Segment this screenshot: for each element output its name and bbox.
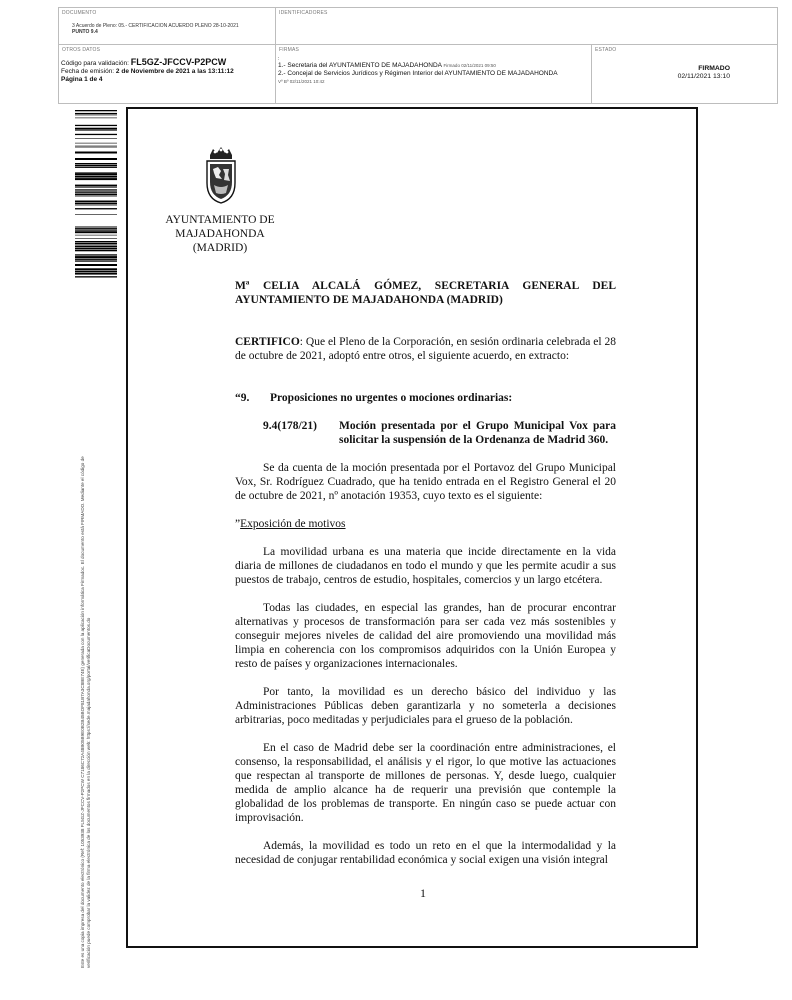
intro-paragraph: Se da cuenta de la moción presentada por el Portavoz del Grupo Municipal Vox, Sr. Rodríguez Cuadrado, que ha tenido entrada en el Registro General el 20 de octubre de 2021, nº anotación 19353, cuyo texto es el siguiente: — [235, 462, 616, 502]
otros-datos-label: OTROS DATOS — [62, 47, 101, 53]
status-badge: FIRMADO — [698, 65, 730, 72]
status-box — [592, 65, 777, 81]
validation-code-line — [61, 58, 234, 68]
emission-date-line — [61, 68, 234, 76]
letterhead-organization — [160, 213, 280, 255]
letterhead-line-3: (MADRID) — [192, 242, 248, 254]
firmas-cell — [276, 45, 592, 103]
signature-1 — [278, 62, 558, 70]
signature-1-date: Firmado 02/11/2021 09:50 — [443, 63, 496, 68]
certifico-label: CERTIFICO — [235, 336, 300, 348]
page-count: Página 1 de 4 — [61, 76, 103, 83]
motion-title: Moción presentada por el Grupo Municipal Vox para solicitar la suspensión de la Ordenanza de Madrid 360. — [339, 420, 616, 446]
letterhead-line-2: MAJADAHONDA — [175, 228, 265, 240]
emission-date-prefix: Fecha de emisión: — [61, 68, 116, 75]
motion-number: 9.4(178/21) — [263, 420, 317, 432]
paragraph-2: Todas las ciudades, en especial las grandes, han de procurar encontrar alternativas y procesos de transformación para ser cada vez más sostenibles y conseguir mejores niveles de calidad del aire promoviendo una movilidad más limpia en coherencia con los compromisos adquiridos con la Unión Europea y resto de países y organizaciones internacionales. — [235, 602, 616, 670]
estado-cell — [592, 45, 777, 103]
signatures-list: : 1.- Secretaria del AYUNTAMIENTO DE MAJADAHONDA Firmado 02/11/2021 09:50 2.- Concejal de Servicios Jurídicos y Régimen Interior del AYUNTAMIENTO DE MAJADAHONDA Vº Bº 02/11/2021 10:42 — [278, 56, 558, 84]
status-date: 02/11/2021 13:10 — [677, 73, 730, 80]
barcode-image — [75, 110, 117, 280]
validation-code-prefix: Código para validación: — [61, 60, 131, 67]
firmas-label: FIRMAS — [279, 47, 300, 53]
identificadores-label: IDENTIFICADORES — [279, 10, 328, 16]
section-number: “9. — [235, 392, 250, 404]
paragraph-1: La movilidad urbana es una materia que incide directamente en la vida diaria de millones de ciudadanos en todo el mundo y que les permite acudir a sus puestos de trabajo, centros de estudio, hospitales, comercios y un largo etcétera. — [235, 546, 616, 586]
letterhead-line-1: AYUNTAMIENTO DE — [165, 214, 275, 226]
documento-cell — [59, 8, 276, 45]
documento-label: DOCUMENTO — [62, 10, 97, 16]
documento-line-1: 3 Acuerdo de Pleno: 05.- CERTIFICACION ACUERDO PLENO 28-10-2021 — [72, 23, 239, 29]
section-title: Proposiciones no urgentes o mociones ordinarias: — [270, 392, 513, 404]
certifying-officer-heading: Mª CELIA ALCALÁ GÓMEZ, SECRETARIA GENERAL DEL AYUNTAMIENTO DE MAJADAHONDA (MADRID) — [235, 280, 616, 306]
documento-line-2: PUNTO 9.4 — [72, 29, 98, 35]
emission-date: 2 de Noviembre de 2021 a las 13:11:12 — [115, 68, 234, 75]
exposicion-title: Exposición de motivos — [240, 518, 346, 530]
otros-datos-lines — [61, 58, 234, 84]
exposicion-heading — [235, 517, 616, 531]
paragraph-5: Además, la movilidad es todo un reto en el que la intermodalidad y la necesidad de conjugar rentabilidad económica y social exigen una visión integral — [235, 840, 616, 866]
coat-of-arms-icon — [202, 145, 240, 205]
motion-heading — [263, 419, 616, 447]
paragraph-4: En el caso de Madrid debe ser la coordinación entre administraciones, el consenso, la responsabilidad, el análisis y el rigor, lo que motive las actuaciones que respectan al transporte de millones de personas. Y, desde luego, cualquier medida de amplio alcance ha de requerir una previsión que contemple la globalidad de los problemas de transporte. En ningún caso se puede actuar con improvisación. — [235, 742, 616, 824]
side-text-line-1: Este es una copia impresa del documento electrónico (Ref: 1053938 FL5GZ-JFCCV-P2PCW C7186C72A48B05B9E0B2B45BOF81B7A3C8BE74E) generada con la aplicación informática Firmadoc. El documento está FIRMADO. Mediante el código de — [80, 456, 85, 968]
certifico-text: : Que el Pleno de la Corporación, en sesión ordinaria celebrada el 28 de octubre de 2021, adoptó entre otros, el siguiente acuerdo, en extracto: — [235, 336, 616, 362]
page-number: 1 — [420, 886, 426, 900]
side-text-line-2: verificación puede comprobar la validez de la firma electrónica de los documentos firmados en la dirección web: https://sede.majadahonda.org/portal/verificaDocumentos.do — [86, 617, 91, 968]
signature-1-text: 1.- Secretaria del AYUNTAMIENTO DE MAJADAHONDA — [278, 62, 442, 69]
document-body — [235, 279, 616, 867]
verification-side-text — [80, 298, 92, 968]
exposicion-quote: ” — [235, 518, 241, 530]
signature-2: 2.- Concejal de Servicios Jurídicos y Régimen Interior del AYUNTAMIENTO DE MAJADAHONDA — [278, 70, 558, 77]
section-heading — [235, 391, 616, 405]
identificadores-cell — [276, 8, 777, 45]
documento-description — [72, 23, 239, 35]
otros-datos-cell — [59, 45, 276, 103]
paragraph-3: Por tanto, la movilidad es un derecho básico del individuo y las Administraciones Públicas deben garantizarla y no someterla a decisiones arbitrarias, poco meditadas y perjudiciales para el grueso de la población. — [235, 686, 616, 726]
estado-label: ESTADO — [595, 47, 617, 53]
signature-2-date: Vº Bº 02/11/2021 10:42 — [278, 79, 325, 84]
validation-code[interactable]: FL5GZ-JFCCV-P2PCW — [130, 57, 227, 67]
certifico-paragraph — [235, 335, 616, 363]
document-metadata-table — [58, 7, 778, 104]
